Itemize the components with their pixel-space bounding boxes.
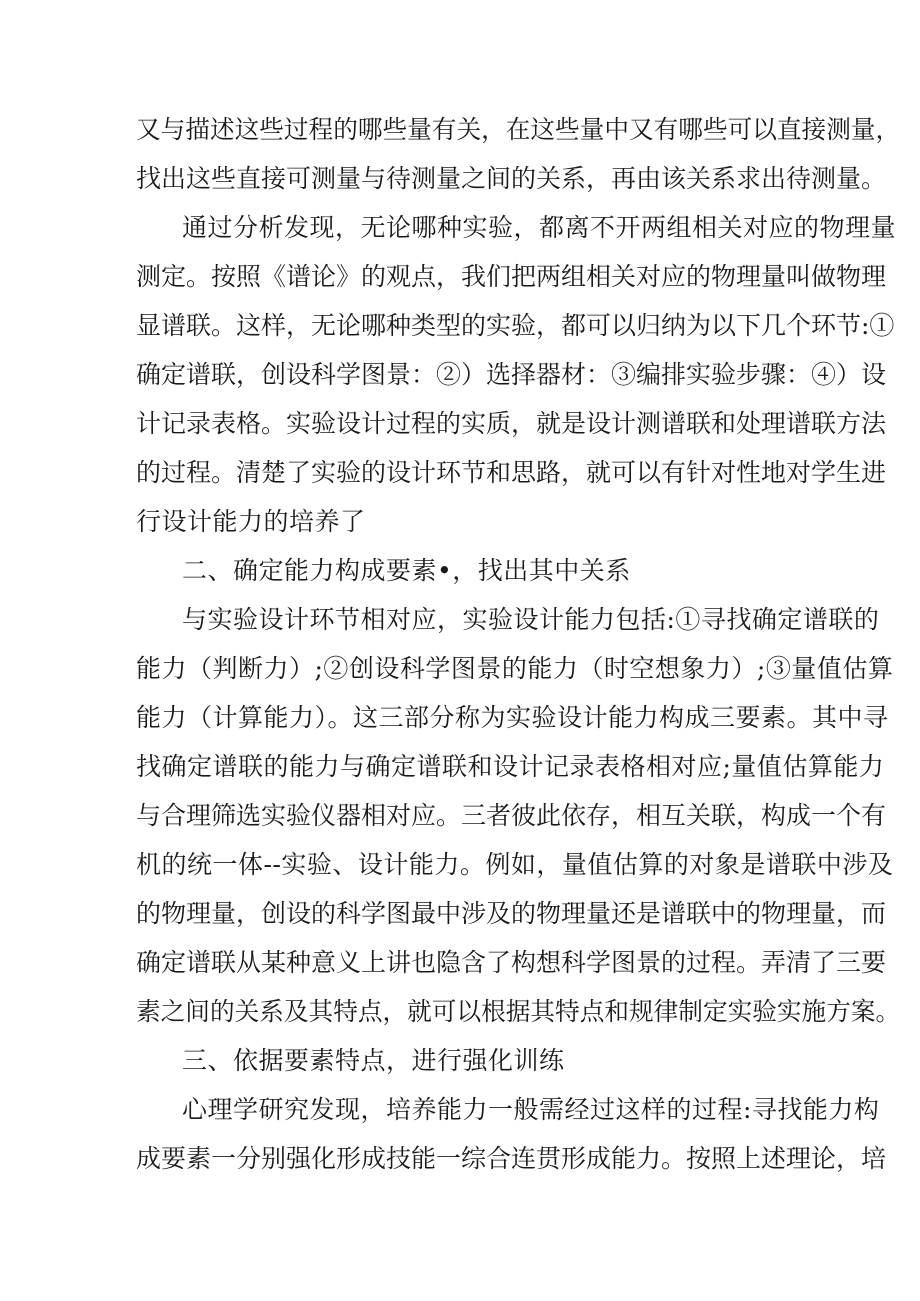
text-line: 显谱联。这样，无论哪种类型的实验，都可以归纳为以下几个环节:① (136, 311, 895, 340)
text-line: 确定谱联从某种意义上讲也隐含了构想科学图景的过程。弄清了三要 (136, 948, 887, 977)
text-line: 计记录表格。实验设计过程的实质，就是设计测谱联和处理谱联方法 (136, 409, 887, 438)
text-line: 行设计能力的培养了 (136, 507, 366, 536)
text-line: 又与描述这些过程的哪些量有关，在这些量中又有哪些可以直接测量， (136, 115, 901, 144)
text-line: 能力（计算能力）。这三部分称为实验设计能力构成三要素。其中寻 (136, 703, 889, 732)
text-line: 测定。按照《谱论》的观点，我们把两组相关对应的物理量叫做物理 (136, 262, 887, 291)
text-line: 的物理量，创设的科学图最中涉及的物理量还是谱联中的物理量，而 (136, 899, 887, 928)
text-line: 通过分析发现，无论哪种实验，都离不开两组相关对应的物理量 (182, 213, 897, 242)
text-line: 能力（判断力）;②创设科学图景的能力（时空想象力）;③量值估算 (136, 654, 894, 683)
text-line: 素之间的关系及其特点，就可以根据其特点和规律制定实验实施方案。 (136, 997, 901, 1026)
text-line: 找确定谱联的能力与确定谱联和设计记录表格相对应;量值估算能力 (136, 752, 885, 781)
text-line: 与实验设计环节相对应，实验设计能力包括:①寻找确定谱联的 (182, 605, 880, 634)
text-line: 成要素一分别强化形成技能一综合连贯形成能力。按照上述理论，培 (136, 1144, 887, 1173)
text-line: 找出这些直接可测量与待测量之间的关系，再由该关系求出待测量。 (136, 164, 887, 193)
text-line: 的过程。清楚了实验的设计环节和思路，就可以有针对性地对学生进 (136, 458, 887, 487)
text-line: 心理学研究发现，培养能力一般需经过这样的过程:寻找能力构 (182, 1095, 880, 1124)
text-line: 与合理筛选实验仪器相对应。三者彼此依存，相互关联，构成一个有 (136, 801, 887, 830)
text-line: 确定谱联，创设科学图景：②）选择器材：③编排实验步骤：④）设 (136, 360, 887, 389)
section-heading: 二、确定能力构成要素•，找出其中关系 (182, 556, 631, 585)
text-line: 机的统一体--实验、设计能力。例如，量值估算的对象是谱联中涉及 (136, 850, 894, 879)
section-heading: 三、依据要素特点，进行强化训练 (182, 1046, 565, 1075)
